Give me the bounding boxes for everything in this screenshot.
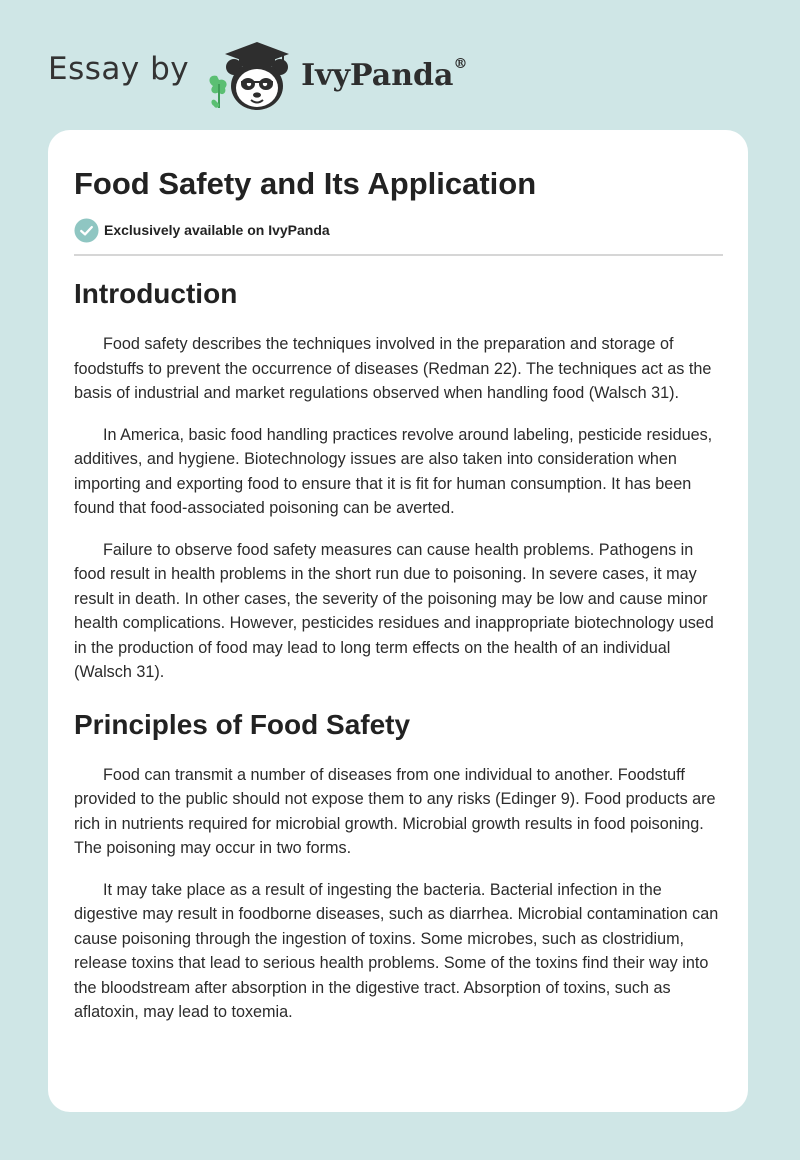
page-title: Food Safety and Its Application: [74, 166, 537, 201]
paragraph: It may take place as a result of ingesting the bacteria. Bacterial infection in the digestive may result in foodborne diseases, such as diarrhea. Microbial contamination can cause poisoning through the ingestion of toxins. Some microbes, such as clostridium, release toxins that lead to serious health problems. Some of the toxins find their way into the bloodstream after absorption in the digestive tract. Absorption of toxins, such as aflatoxin, may lead to toxemia.: [74, 880, 719, 1021]
exclusive-badge: [74, 217, 722, 243]
brand-name[interactable]: [301, 55, 468, 93]
title-divider: [74, 254, 723, 256]
paragraph: In America, basic food handling practices revolve around labeling, pesticide residues, additives, and hygiene. Biotechnology issues are also taken into consideration when importing and exporting food to ensure that it is fit for human consumption. It has been found that food-associated poisoning can be averted.: [74, 425, 713, 517]
section-heading: Principles of Food Safety: [74, 708, 411, 740]
registered-mark: ®: [453, 55, 468, 72]
section-principles: [74, 707, 722, 1025]
site-header: [48, 34, 467, 114]
essay-by-label: Essay by: [48, 51, 190, 87]
essay-card: [48, 130, 748, 1112]
paragraph: Food safety describes the techniques involved in the preparation and storage of foodstuffs to prevent the occurrence of diseases (Redman 22). The techniques act as the basis of industrial and market regulations observed when handling food (Walsch 31).: [74, 335, 712, 402]
paragraph: Failure to observe food safety measures can cause health problems. Pathogens in food result in health problems in the short run due to poisoning. In severe cases, it may result in death. In other cases, the severity of the poisoning may be low and cause minor health complications. However, pesticides residues and inappropriate biotechnology used in the production of food may lead to long term effects on the health of an individual (Walsch 31).: [74, 540, 714, 681]
exclusive-badge-label: Exclusively available on IvyPanda: [104, 222, 330, 238]
check-circle-icon: [74, 218, 99, 243]
ivy-leaf-icon: [210, 76, 227, 108]
paragraph: Food can transmit a number of diseases from one individual to another. Foodstuff provided to the public should not expose them to any risks (Edinger 9). Food products are rich in nutrients required for microbial growth. Microbial growth results in food poisoning. The poisoning may occur in two forms.: [74, 765, 716, 857]
panda-graduate-icon[interactable]: [203, 34, 299, 114]
brand-text: IvyPanda: [301, 57, 454, 93]
section-introduction: [74, 276, 722, 685]
section-heading: Introduction: [74, 278, 238, 309]
